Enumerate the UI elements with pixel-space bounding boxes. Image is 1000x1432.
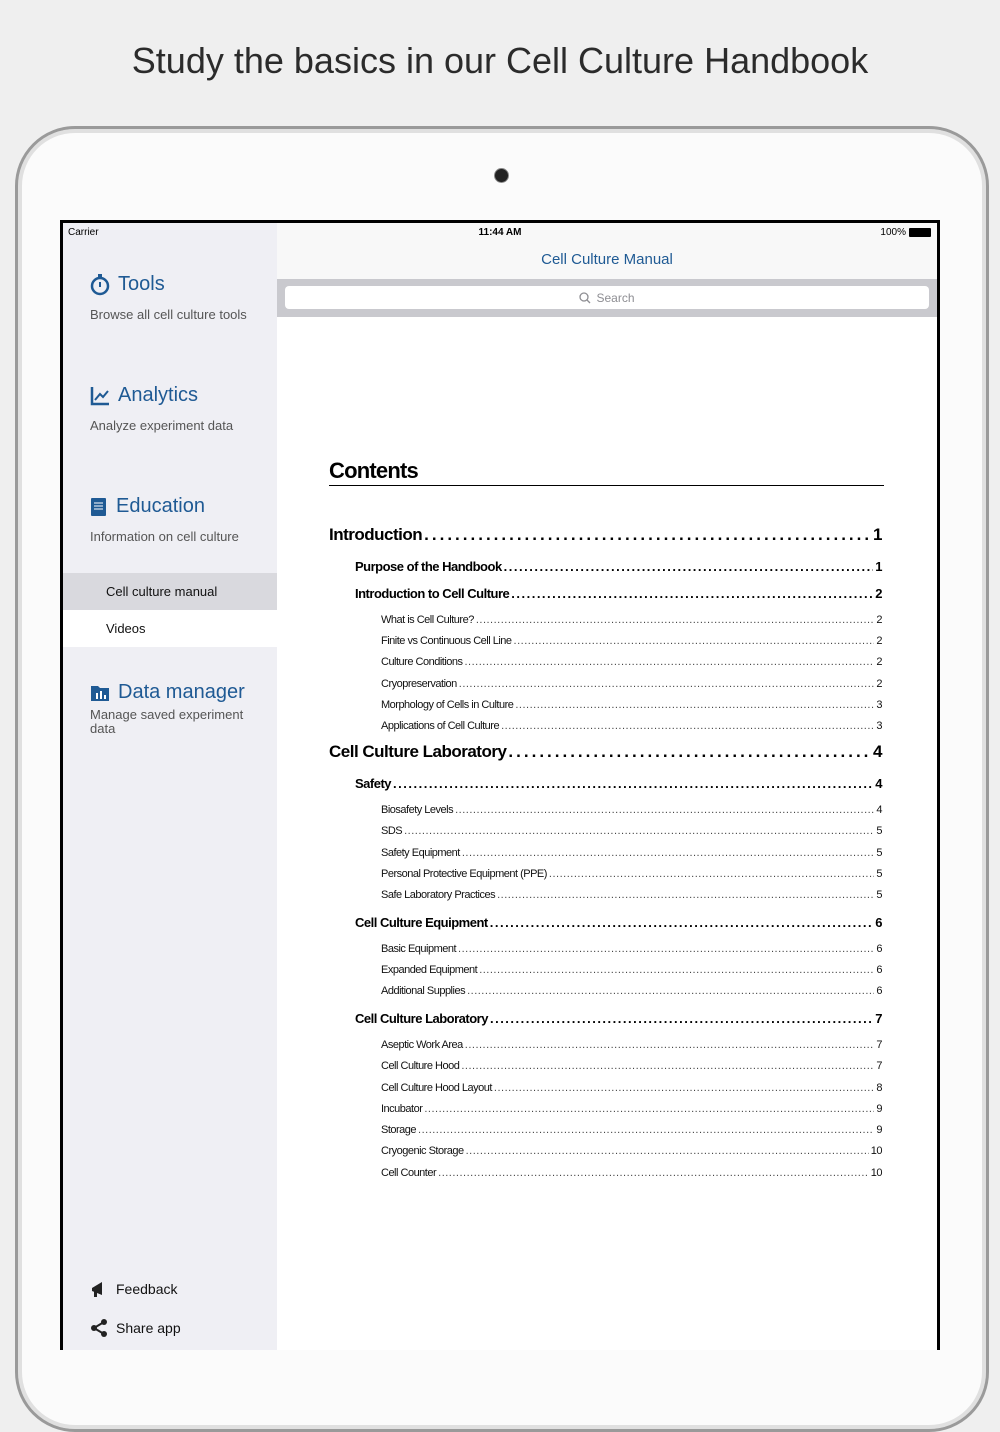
toc-entry-title: Cell Counter bbox=[381, 1167, 437, 1179]
dot-leader bbox=[393, 776, 873, 791]
toc-entry[interactable] bbox=[381, 614, 882, 626]
tools-desc: Browse all cell culture tools bbox=[90, 307, 247, 322]
toc-entry[interactable] bbox=[381, 868, 882, 880]
folder-chart-icon bbox=[90, 684, 110, 702]
toc-entry-title: Cell Culture Hood Layout bbox=[381, 1082, 492, 1094]
megaphone-icon bbox=[90, 1280, 108, 1298]
education-title: Education bbox=[116, 495, 205, 517]
toc-entry-title: Morphology of Cells in Culture bbox=[381, 699, 514, 711]
toc-entry-page: 5 bbox=[876, 847, 882, 859]
dot-leader bbox=[458, 943, 874, 955]
toc-entry-page: 9 bbox=[876, 1124, 882, 1136]
dot-leader bbox=[459, 678, 875, 690]
dot-leader bbox=[515, 699, 874, 711]
toc-entry-page: 8 bbox=[876, 1082, 882, 1094]
analytics-desc: Analyze experiment data bbox=[90, 418, 234, 433]
toc-entry[interactable] bbox=[329, 525, 882, 545]
dot-leader bbox=[549, 868, 874, 880]
toc-entry-page: 2 bbox=[876, 656, 882, 668]
toc-entry-page: 5 bbox=[876, 889, 882, 901]
promo-headline: Study the basics in our Cell Culture Handbook bbox=[131, 40, 869, 81]
toc-entry[interactable] bbox=[381, 1124, 882, 1136]
toc-entry-page: 2 bbox=[876, 678, 882, 690]
data-manager-desc: Manage saved experiment data bbox=[90, 707, 244, 736]
dot-leader bbox=[508, 742, 871, 762]
dot-leader bbox=[424, 525, 871, 545]
toc-entry[interactable] bbox=[381, 825, 882, 837]
toc-entry-title: Storage bbox=[381, 1124, 417, 1136]
toc-entry[interactable] bbox=[355, 915, 882, 930]
feedback-button[interactable] bbox=[90, 1280, 177, 1298]
dot-leader bbox=[462, 847, 875, 859]
education-desc: Information on cell culture bbox=[90, 529, 239, 544]
dot-leader bbox=[467, 985, 874, 997]
toc-entry-title: SDS bbox=[381, 825, 403, 837]
toc-entry[interactable] bbox=[355, 1011, 882, 1026]
chart-icon bbox=[90, 386, 110, 406]
toc-entry-title: Aseptic Work Area bbox=[381, 1039, 463, 1051]
sidebar-subitem-cell-culture-manual[interactable]: Cell culture manual bbox=[63, 573, 277, 610]
toc-entry-title: Cell Culture Hood bbox=[381, 1060, 460, 1072]
toc-rule bbox=[329, 485, 884, 486]
toc-entry-title: Cell Culture Laboratory bbox=[329, 742, 507, 761]
toc-entry-title: Introduction to Cell Culture bbox=[355, 586, 510, 601]
toc-entry-page: 3 bbox=[876, 699, 882, 711]
sidebar-item-analytics[interactable] bbox=[90, 384, 260, 433]
sidebar bbox=[63, 223, 277, 1350]
toc-entry-page: 7 bbox=[875, 1011, 882, 1026]
dot-leader bbox=[511, 586, 873, 601]
sidebar-subitem-videos[interactable]: Videos bbox=[63, 610, 277, 647]
toc-entry[interactable] bbox=[381, 1145, 882, 1157]
nav-title: Cell Culture Manual bbox=[541, 251, 673, 268]
toc-entry-title: Safety Equipment bbox=[381, 847, 460, 859]
toc-entry[interactable] bbox=[381, 889, 882, 901]
toc-entry-page: 6 bbox=[875, 915, 882, 930]
dot-leader bbox=[465, 1039, 875, 1051]
clock: 11:44 AM bbox=[478, 227, 522, 238]
toc-entry-title: Introduction bbox=[329, 525, 423, 544]
dot-leader bbox=[494, 1082, 874, 1094]
toc-entry-page: 7 bbox=[876, 1039, 882, 1051]
search-icon bbox=[579, 292, 591, 304]
toc-entry-page: 4 bbox=[875, 776, 882, 791]
toc-entry-title: Cell Culture Laboratory bbox=[355, 1011, 488, 1026]
toc-entry[interactable] bbox=[381, 678, 882, 690]
stopwatch-icon bbox=[90, 274, 110, 296]
sidebar-item-education[interactable] bbox=[90, 495, 260, 544]
search-bar bbox=[277, 279, 937, 317]
toc-entry[interactable] bbox=[381, 985, 882, 997]
dot-leader bbox=[501, 720, 874, 732]
dot-leader bbox=[418, 1124, 874, 1136]
dot-leader bbox=[504, 559, 874, 574]
data-manager-title: Data manager bbox=[118, 681, 245, 703]
toc-entry[interactable] bbox=[381, 635, 882, 647]
toc-entry[interactable] bbox=[355, 776, 882, 791]
tools-title: Tools bbox=[118, 273, 165, 295]
toc-entry-title: Expanded Equipment bbox=[381, 964, 478, 976]
toc-entry-page: 6 bbox=[876, 943, 882, 955]
toc-entry[interactable] bbox=[329, 742, 882, 762]
toc-entry[interactable] bbox=[381, 1060, 882, 1072]
toc-entry[interactable] bbox=[381, 964, 882, 976]
toc-entry[interactable] bbox=[381, 804, 882, 816]
status-bar bbox=[63, 227, 937, 243]
dot-leader bbox=[497, 889, 874, 901]
dot-leader bbox=[404, 825, 874, 837]
toc-entry-title: Cell Culture Equipment bbox=[355, 915, 488, 930]
toc-entry-page: 7 bbox=[876, 1060, 882, 1072]
toc-entry-page: 6 bbox=[876, 985, 882, 997]
toc-entry-title: Basic Equipment bbox=[381, 943, 457, 955]
toc-entry-title: Personal Protective Equipment (PPE) bbox=[381, 868, 547, 880]
toc-heading: Contents bbox=[329, 458, 418, 483]
sidebar-item-data-manager[interactable] bbox=[90, 681, 260, 736]
dot-leader bbox=[455, 804, 874, 816]
dot-leader bbox=[461, 1060, 874, 1072]
toc-entry-page: 2 bbox=[875, 586, 882, 601]
toc-entry-title: Finite vs Continuous Cell Line bbox=[381, 635, 512, 647]
toc-entry-page: 5 bbox=[876, 825, 882, 837]
toc-entry-title: Purpose of the Handbook bbox=[355, 559, 502, 574]
dot-leader bbox=[424, 1103, 874, 1115]
toc-entry-title: Safety bbox=[355, 776, 392, 791]
toc-entry[interactable] bbox=[381, 699, 882, 711]
dot-leader bbox=[490, 1011, 873, 1026]
toc-entry-title: Applications of Cell Culture bbox=[381, 720, 500, 732]
share-app-button[interactable] bbox=[90, 1319, 181, 1337]
toc-entry-page: 6 bbox=[876, 964, 882, 976]
toc-entry[interactable] bbox=[381, 943, 882, 955]
book-icon bbox=[90, 497, 108, 517]
feedback-label: Feedback bbox=[116, 1281, 178, 1297]
dot-leader bbox=[466, 1145, 869, 1157]
toc-entry-page: 1 bbox=[875, 559, 882, 574]
battery-percent: 100% bbox=[880, 227, 906, 238]
toc-entry-page: 2 bbox=[876, 635, 882, 647]
toc-entry-title: Incubator bbox=[381, 1103, 423, 1115]
toc-entry-title: Biosafety Levels bbox=[381, 804, 454, 816]
toc-entry[interactable] bbox=[355, 586, 882, 601]
toc-entry-page: 3 bbox=[876, 720, 882, 732]
dot-leader bbox=[479, 964, 874, 976]
toc-entry-title: Culture Conditions bbox=[381, 656, 463, 668]
screen bbox=[60, 220, 940, 1350]
dot-leader bbox=[490, 915, 874, 930]
search-placeholder: Search bbox=[596, 290, 635, 305]
carrier-label: Carrier bbox=[68, 227, 99, 238]
dot-leader bbox=[476, 614, 875, 626]
dot-leader bbox=[438, 1167, 869, 1179]
toc-entry[interactable] bbox=[381, 1103, 882, 1115]
sidebar-item-tools[interactable] bbox=[90, 273, 260, 322]
toc-entry-page: 10 bbox=[870, 1167, 882, 1179]
camera-icon bbox=[494, 168, 509, 183]
toc-entry[interactable] bbox=[381, 847, 882, 859]
toc-entry-title: What is Cell Culture? bbox=[381, 614, 474, 626]
toc-entry[interactable] bbox=[355, 559, 882, 574]
toc-entry-title: Cryopreservation bbox=[381, 678, 457, 690]
toc-entry-page: 4 bbox=[876, 804, 882, 816]
share-icon bbox=[90, 1319, 108, 1337]
toc-entry[interactable] bbox=[381, 656, 882, 668]
toc-entry-page: 10 bbox=[870, 1145, 882, 1157]
dot-leader bbox=[465, 656, 875, 668]
dot-leader bbox=[514, 635, 875, 647]
toc-entry[interactable] bbox=[381, 1167, 882, 1179]
toc-entry-title: Safe Laboratory Practices bbox=[381, 889, 496, 901]
toc-entry-page: 1 bbox=[873, 525, 882, 544]
toc-entry[interactable] bbox=[381, 1039, 882, 1051]
analytics-title: Analytics bbox=[118, 384, 199, 406]
toc-entry[interactable] bbox=[381, 1082, 882, 1094]
toc-entry[interactable] bbox=[381, 720, 882, 732]
toc-entry-page: 4 bbox=[873, 742, 882, 761]
toc-entry-title: Additional Supplies bbox=[381, 985, 466, 997]
share-label: Share app bbox=[116, 1320, 181, 1336]
toc-entry-page: 2 bbox=[876, 614, 882, 626]
battery-icon bbox=[909, 228, 931, 237]
toc-entry-page: 9 bbox=[876, 1103, 882, 1115]
toc-entry-page: 5 bbox=[876, 868, 882, 880]
search-input[interactable] bbox=[285, 286, 929, 309]
toc-entry-title: Cryogenic Storage bbox=[381, 1145, 464, 1157]
